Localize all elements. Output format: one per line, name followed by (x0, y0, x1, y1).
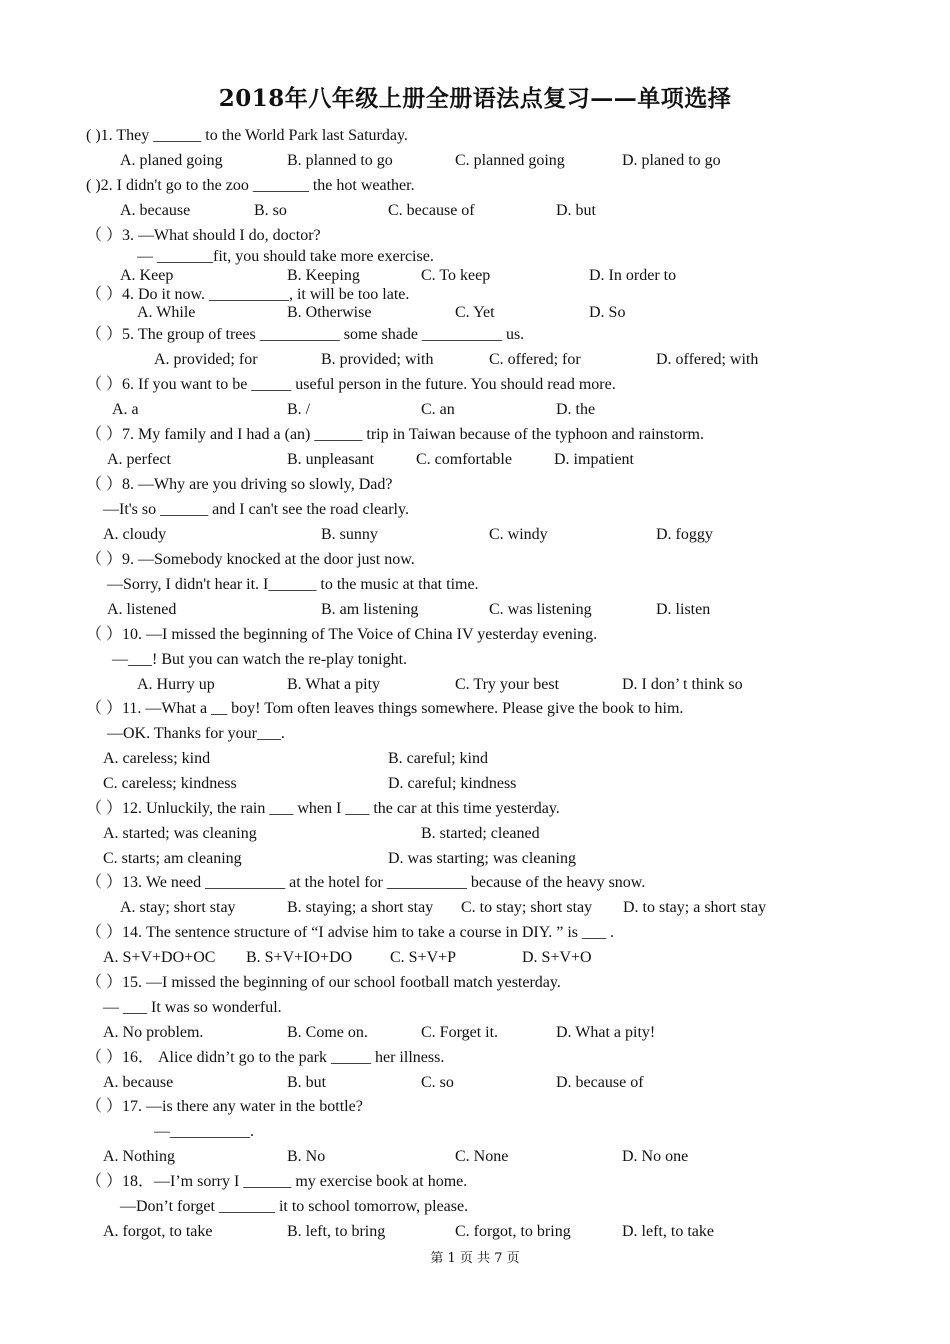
option-8a: A. cloudy (103, 526, 167, 543)
option-2c: C. because of (388, 202, 475, 219)
option-14c: C. S+V+P (390, 949, 457, 966)
question-stem-11: （ ）11. —What a __ boy! Tom often leaves things somewhere. Please give the book to him. (86, 700, 684, 717)
option-12a: A. started; was cleaning (103, 825, 257, 842)
option-7b: B. unpleasant (287, 451, 375, 468)
option-17c: C. None (455, 1148, 509, 1165)
option-4c: C. Yet (455, 304, 495, 321)
option-6d: D. the (556, 401, 596, 418)
option-18d: D. left, to take (622, 1223, 714, 1240)
question-stem-16: （ ）16． Alice didn’t go to the park _____ her illness. (86, 1049, 445, 1066)
option-6a: A. a (112, 401, 139, 418)
page-number-footer: 第 1 页 共 7 页 (430, 1251, 520, 1266)
option-13b: B. staying; a short stay (287, 899, 434, 916)
option-1b: B. planned to go (287, 152, 393, 169)
question-stem-6: （ ）6. If you want to be _____ useful person in the future. You should read more. (86, 376, 616, 393)
question-stem-10: （ ）10. —I missed the beginning of The Voice of China IV yesterday evening. (86, 626, 598, 643)
option-15d: D. What a pity! (556, 1024, 656, 1041)
option-1c: C. planned going (455, 152, 565, 169)
option-9a: A. listened (107, 601, 177, 618)
question-line2-3: — _______fit, you should take more exercise. (137, 248, 434, 265)
option-8b: B. sunny (321, 526, 378, 543)
question-line2-18: —Don’t forget _______ it to school tomorrow, please. (120, 1198, 469, 1215)
option-15b: B. Come on. (287, 1024, 368, 1041)
option-11c: C. careless; kindness (103, 775, 237, 792)
question-line2-17: —__________. (154, 1123, 254, 1140)
option-13d: D. to stay; a short stay (623, 899, 767, 916)
option-4d: D. So (589, 304, 626, 321)
option-2a: A. because (120, 202, 191, 219)
question-line2-10: —___! But you can watch the re-play tonight. (112, 651, 408, 668)
question-stem-15: （ ）15. —I missed the beginning of our school football match yesterday. (86, 974, 561, 991)
option-16b: B. but (287, 1074, 327, 1091)
option-16c: C. so (421, 1074, 454, 1091)
option-5a: A. provided; for (154, 351, 258, 368)
option-12c: C. starts; am cleaning (103, 850, 242, 867)
option-17b: B. No (287, 1148, 326, 1165)
option-13c: C. to stay; short stay (461, 899, 593, 916)
option-7d: D. impatient (554, 451, 634, 468)
option-6c: C. an (421, 401, 455, 418)
option-5b: B. provided; with (321, 351, 434, 368)
option-9c: C. was listening (489, 601, 592, 618)
option-15a: A. No problem. (103, 1024, 204, 1041)
page-title: 2018年八年级上册全册语法点复习——单项选择 (218, 85, 732, 112)
option-8d: D. foggy (656, 526, 713, 543)
option-4b: B. Otherwise (287, 304, 372, 321)
question-stem-4: （ ）4. Do it now. __________, it will be too late. (86, 286, 410, 303)
option-9b: B. am listening (321, 601, 419, 618)
option-12d: D. was starting; was cleaning (388, 850, 576, 867)
option-16d: D. because of (556, 1074, 644, 1091)
question-stem-14: （ ）14. The sentence structure of “I advise him to take a course in DIY. ” is ___ . (86, 924, 615, 941)
option-1d: D. planed to go (622, 152, 721, 169)
option-13a: A. stay; short stay (120, 899, 236, 916)
question-line2-11: —OK. Thanks for your___. (107, 725, 285, 742)
option-3b: B. Keeping (287, 267, 360, 284)
question-stem-7: （ ）7. My family and I had a (an) ______ trip in Taiwan because of the typhoon and rainstorm. (86, 426, 704, 443)
option-12b: B. started; cleaned (421, 825, 540, 842)
question-stem-8: （ ）8. —Why are you driving so slowly, Dad? (86, 476, 393, 493)
option-9d: D. listen (656, 601, 711, 618)
option-10d: D. I don’ t think so (622, 676, 743, 693)
option-4a: A. While (137, 304, 196, 321)
option-15c: C. Forget it. (421, 1024, 499, 1041)
question-line2-8: —It's so ______ and I can't see the road clearly. (103, 501, 409, 518)
option-18a: A. forgot, to take (103, 1223, 213, 1240)
option-11b: B. careful; kind (388, 750, 488, 767)
option-2d: D. but (556, 202, 596, 219)
option-7c: C. comfortable (416, 451, 512, 468)
option-1a: A. planed going (120, 152, 223, 169)
option-11d: D. careful; kindness (388, 775, 517, 792)
option-10c: C. Try your best (455, 676, 560, 693)
option-11a: A. careless; kind (103, 750, 211, 767)
option-5c: C. offered; for (489, 351, 581, 368)
question-stem-1: ( )1. They ______ to the World Park last Saturday. (86, 127, 408, 144)
question-stem-17: （ ）17. —is there any water in the bottle? (86, 1098, 363, 1115)
question-stem-12: （ ）12. Unluckily, the rain ___ when I ___ the car at this time yesterday. (86, 800, 560, 817)
option-17d: D. No one (622, 1148, 689, 1165)
option-6b: B. / (287, 401, 311, 418)
option-3c: C. To keep (421, 267, 491, 284)
option-10b: B. What a pity (287, 676, 381, 693)
option-18b: B. left, to bring (287, 1223, 386, 1240)
option-3d: D. In order to (589, 267, 677, 284)
option-7a: A. perfect (107, 451, 171, 468)
question-stem-13: （ ）13. We need __________ at the hotel for __________ because of the heavy snow. (86, 874, 646, 891)
option-14b: B. S+V+IO+DO (246, 949, 353, 966)
option-14d: D. S+V+O (522, 949, 592, 966)
question-stem-2: ( )2. I didn't go to the zoo _______ the hot weather. (86, 177, 415, 194)
question-line2-15: — ___ It was so wonderful. (103, 999, 282, 1016)
option-10a: A. Hurry up (137, 676, 215, 693)
question-line2-9: —Sorry, I didn't hear it. I______ to the music at that time. (107, 576, 479, 593)
question-stem-5: （ ）5. The group of trees __________ some shade __________ us. (86, 326, 525, 343)
question-stem-9: （ ）9. —Somebody knocked at the door just now. (86, 551, 415, 568)
option-14a: A. S+V+DO+OC (103, 949, 216, 966)
question-stem-18: （ ）18．—I’m sorry I ______ my exercise book at home. (86, 1173, 468, 1190)
option-16a: A. because (103, 1074, 174, 1091)
option-5d: D. offered; with (656, 351, 759, 368)
option-8c: C. windy (489, 526, 548, 543)
option-17a: A. Nothing (103, 1148, 175, 1165)
option-18c: C. forgot, to bring (455, 1223, 571, 1240)
option-2b: B. so (254, 202, 287, 219)
option-3a: A. Keep (120, 267, 174, 284)
question-stem-3: （ ）3. —What should I do, doctor? (86, 227, 321, 244)
